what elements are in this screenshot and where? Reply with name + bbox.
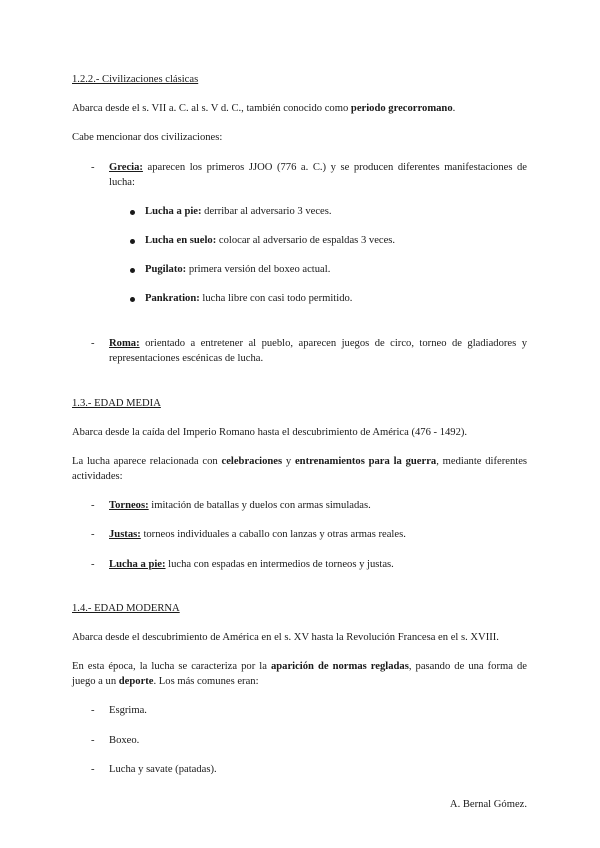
list-item [109,336,527,366]
bullet-dot [130,210,135,215]
bold-text: deporte [118,676,154,687]
paragraph: Abarca desde la caída del Imperio Romano hasta el descubrimiento de América (476 - 1492). [72,427,468,438]
item-label: Justas: [109,529,141,540]
item-text: derribar al adversario 3 veces. [201,206,332,217]
item-text: imitación de batallas y duelos con armas simuladas. [148,500,371,511]
item-text: orientado a entretener al pueblo, aparecen juegos de circo, torneo de gladiadores y representaciones escénicas de lucha. [109,338,527,364]
list-item [109,160,527,190]
item-text: lucha libre con casi todo permitido. [199,293,353,304]
sub-list-item [145,204,332,219]
dash-bullet: - [91,338,95,349]
item-label: Pugilato: [145,264,187,275]
bullet-dot [130,268,135,273]
sub-list-item [145,233,395,248]
sub-list-item [145,291,352,306]
bold-text: periodo grecorromano [350,103,453,114]
list-item: Boxeo. [109,735,140,746]
item-text: primera versión del boxeo actual. [186,264,331,275]
item-text: aparecen los primeros JJOO (776 a. C.) y se producen diferentes manifestaciones de lucha: [109,162,527,188]
item-text: torneos individuales a caballo con lanzas y otras armas reales. [140,529,406,540]
list-item: Lucha y savate (patadas). [109,764,217,775]
section-heading: 1.4.- EDAD MODERNA [72,603,180,614]
item-label: Roma: [109,338,140,349]
dash-bullet: - [91,764,95,775]
section-heading: 1.3.- EDAD MEDIA [72,398,161,409]
item-label: Lucha a pie: [145,206,202,217]
item-label: Lucha en suelo: [145,235,217,246]
list-item [109,527,406,542]
text: , pasando de una forma de juego a un [72,661,527,687]
item-text: colocar al adversario de espaldas 3 veces. [216,235,396,246]
dash-bullet: - [91,529,95,540]
paragraph [72,454,527,484]
dash-bullet: - [91,705,95,716]
bullet-dot [130,297,135,302]
item-label: Pankration: [145,293,200,304]
footer-author: A. Bernal Gómez. [449,799,527,810]
paragraph [72,101,455,116]
dash-bullet: - [91,559,95,570]
text: En esta época, la lucha se caracteriza por la [72,661,271,672]
item-label: Grecia: [109,162,143,173]
bold-text: entrenamientos para la guerra [294,456,437,467]
list-item: Esgrima. [109,705,147,716]
item-label: Lucha a pie: [109,559,166,570]
paragraph [72,659,527,689]
text: . Los más comunes eran: [153,676,259,687]
text: La lucha aparece relacionada con [72,456,222,467]
dash-bullet: - [91,500,95,511]
item-text: lucha con espadas en intermedios de torneos y justas. [165,559,394,570]
item-label: Torneos: [109,500,149,511]
dash-bullet: - [91,735,95,746]
list-item [109,557,394,572]
paragraph: Cabe mencionar dos civilizaciones: [72,132,223,143]
bold-text: aparición de normas regladas [270,661,409,672]
text: y [282,456,295,467]
text: , mediante diferentes actividades: [72,456,528,482]
sub-list-item [145,262,330,277]
bold-text: celebraciones [221,456,283,467]
section-heading: 1.2.2.- Civilizaciones clásicas [72,74,199,85]
text: . [452,103,456,114]
list-item [109,498,371,513]
bullet-dot [130,239,135,244]
text: Abarca desde el s. VII a. C. al s. V d. C., también conocido como [72,103,351,114]
dash-bullet: - [91,162,95,173]
paragraph: Abarca desde el descubrimiento de América en el s. XV hasta la Revolución Francesa en el s. XVIII. [72,632,499,643]
